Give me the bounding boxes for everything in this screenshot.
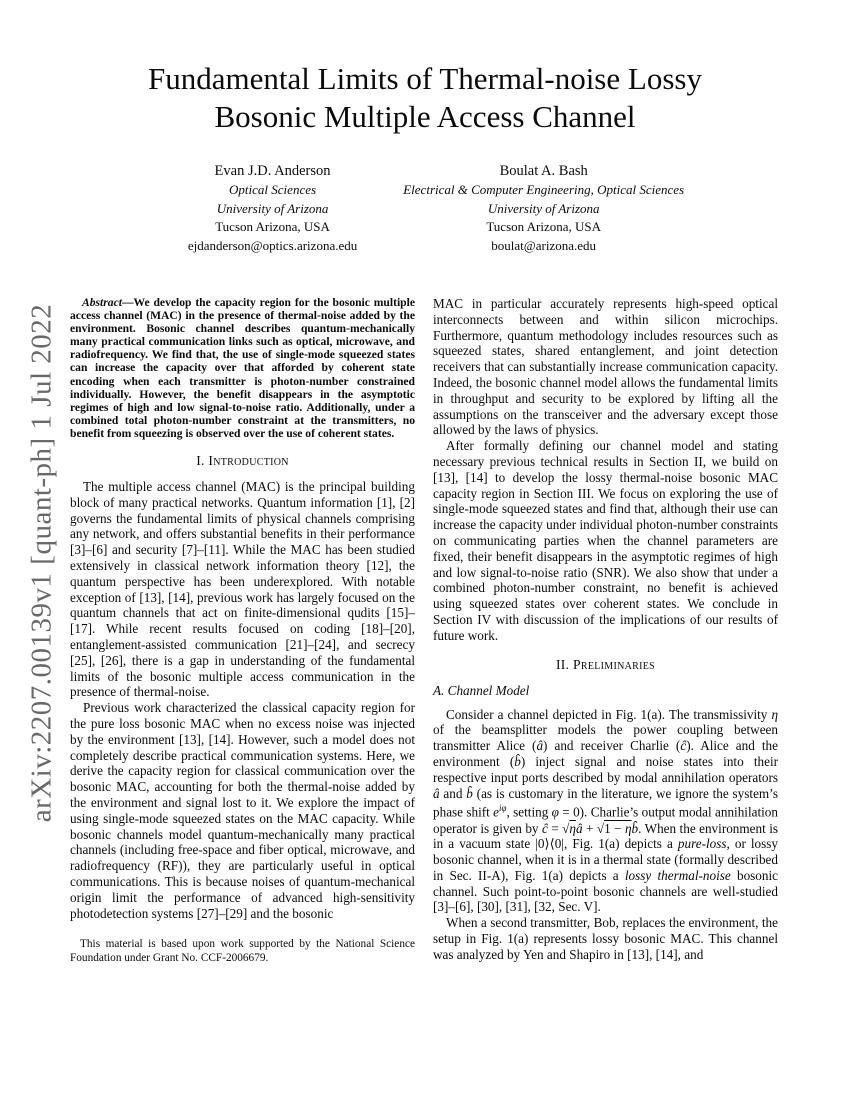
subsection-heading-channel-model: A. Channel Model — [433, 682, 530, 698]
continuation-paragraph: MAC in particular accurately represents high-speed optical interconnects between and within silicon microchips. Furthermore, quantum methodology includes resources such as squeezed states, shared entanglement, and joint detection receivers that can substantially increase communication capacity. Indeed, the bosonic channel model allows the fundamental limits in throughput and security to be explored by lifting all the assumptions on the transceiver and the adversary except those allowed by the laws of physics. — [433, 296, 778, 438]
right-column — [433, 296, 778, 966]
outline-paragraph: After formally defining our channel model and stating necessary previous technical results in Section II, we build on [13], [14] to develop the lossy thermal-noise bosonic MAC capacity region in Section III. We focus on exploring the use of single-mode squeezed states and find that, although their use can increase the capacity under individual photon-number constraints on communicating parties when the channel parameters are fixed, their benefit disappears in the asymptotic regimes of high and low signal-to-noise ratio (SNR). We also show that under a combined photon-number constraint, no benefit is achieved using squeezed states over coherent states. We conclude in Section IV with discussion of the implications of our results of future work. — [433, 438, 778, 643]
left-column — [70, 296, 415, 966]
author-name: Evan J.D. Anderson — [214, 163, 331, 179]
mac-paragraph: When a second transmitter, Bob, replaces the environment, the setup in Fig. 1(a) represents lossy bosonic MAC. This channel was analyzed by Yen and Shapiro in [13], [14], and — [433, 915, 778, 962]
author-university: University of Arizona — [216, 200, 329, 216]
author-location: Tucson Arizona, USA — [486, 219, 602, 234]
paper-title-line2: Bosonic Multiple Access Channel — [214, 99, 636, 134]
arxiv-watermark: arXiv:2207.00139v1 [quant-ph] 1 Jul 2022 — [25, 303, 58, 823]
paper-title-line1: Fundamental Limits of Thermal-noise Lossy — [148, 61, 702, 96]
author-department: Optical Sciences — [229, 182, 317, 197]
author-location: Tucson Arizona, USA — [215, 219, 330, 234]
author-block-anderson — [188, 161, 357, 255]
channel-model-paragraph: Consider a channel depicted in Fig. 1(a). The transmissivity η of the beamsplitter models the power coupling between transmitter Alice (â) and receiver Charlie (ĉ). Alice and the environment (b̂) inject signal and noise states into their respective input ports described by modal annihilation operators â and b̂ (as is customary in the literature, we ignore the system’s phase shift $e^{i\varphi}$, setting φ = 0). Charlie’s output modal annihilation operator is given by ĉ = √ηâ + √1 − ηb̂. When the environment is in a vacuum state |0⟩⟨0|, Fig. 1(a) depicts a pure-loss, or lossy bosonic channel, when it is in a thermal state (formally described in Sec. II-A), Fig. 1(a) depicts a lossy thermal-noise bosonic channel. Such point-to-point bosonic channels are well-studied [3]–[6], [30], [31], [32, Sec. V]. — [433, 706, 779, 915]
intro-paragraph-1: The multiple access channel (MAC) is the principal building block of many practical networks. Quantum information [1], [2] governs the fundamental limits of physical channels comprising any network, and offers substantial benefits in their performance [3]–[6] and security [7]–[11]. While the MAC has been studied extensively in classical network information theory [12], the quantum perspective has been underexplored. With notable exception of [13], [14], previous work has largely focused on the quantum channels that act on finite-dimensional qudits [15]–[17]. While recent results focused on coding [18]–[20], entanglement-assisted communication [21]–[24], and secrecy [25], [26], there is a gap in understanding of the fundamental limits of the bosonic multiple access communication in the presence of thermal-noise. — [70, 479, 415, 700]
intro-paragraph-2: Previous work characterized the classical capacity region for the pure loss bosonic MAC when no excess noise was injected by the environment [13], [14]. However, such a model does not completely describe practical communication systems. Here, we derive the capacity region for classical communication over the bosonic MAC, accounting for both the thermal-noise added by the environment and signal lost to it. We explore the impact of using single-mode squeezed states on the MAC capacity. While bosonic channels model quantum-mechanically many practical channels (including free-space and fiber optical, microwave, and radiofrequency (RF)), they are particularly useful in optical communications. This is because noises of quantum-mechanical origin limit the performance of advanced high-sensitivity photodetection systems [27]–[29] and the bosonic — [70, 700, 415, 921]
section-heading-preliminaries: II. Preliminaries — [555, 656, 656, 672]
funding-footnote: This material is based upon work supported by the National Science Foundation under Grant No. CCF-2006679. — [70, 938, 415, 964]
author-email: ejdanderson@optics.arizona.edu — [187, 237, 358, 253]
abstract-paragraph: Abstract—We develop the capacity region for the bosonic multiple access channel (MAC) in the presence of thermal-noise added by the environment. Bosonic channel describes quantum-mechanically many practical communication links such as optical, microwave, and radiofrequency. We find that, the use of single-mode squeezed states can increase the capacity over that afforded by coherent state encoding when each transmitter is photon-number constrained individually. However, the benefit disappears in the asymptotic regimes of high and low signal-to-noise ratio. Additionally, under a combined total photon-number constraint at the transmitters, no benefit from squeezing is observed over the use of coherent states. — [70, 296, 415, 440]
section-heading-introduction: I. Introduction — [196, 453, 289, 469]
author-university: University of Arizona — [487, 200, 600, 216]
body-columns — [70, 296, 778, 966]
authors-row — [22, 161, 850, 255]
author-email: boulat@arizona.edu — [491, 237, 597, 253]
author-block-bash — [403, 161, 684, 255]
author-name: Boulat A. Bash — [499, 163, 588, 179]
author-department: Electrical & Computer Engineering, Optical Sciences — [403, 182, 685, 197]
paper-title — [60, 60, 790, 136]
